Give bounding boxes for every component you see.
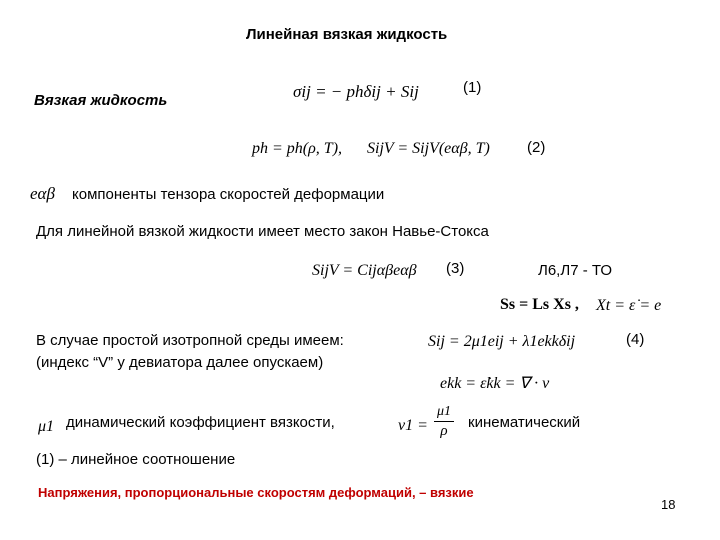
volumetric-strain-rate: ekk = ε̇kk = ∇ · v — [440, 375, 550, 392]
equation-2-deviator: SijV = SijV(eαβ, T) — [367, 140, 490, 157]
strain-rate-symbol: eαβ — [30, 184, 55, 203]
subtitle-viscous-fluid: Вязкая жидкость — [34, 92, 168, 109]
equation-2-number: (2) — [527, 139, 546, 156]
dynamic-viscosity-description: динамический коэффициент вязкости, — [66, 414, 335, 431]
conclusion-text: Напряжения, пропорциональные скоростям деформаций, – вязкие — [38, 485, 474, 500]
equation-3: SijV = Cijαβeαβ — [312, 262, 417, 279]
isotropic-text-line2: (индекс “V” у девиатора далее опускаем) — [36, 354, 324, 371]
slide-title: Линейная вязкая жидкость — [246, 26, 448, 43]
dynamic-viscosity-symbol: μ1 — [38, 418, 55, 435]
equation-3-reference: Л6,Л7 - ТО — [538, 262, 613, 279]
thermodynamic-force: Xt = ε̇ = e — [596, 297, 662, 314]
equation-3-number: (3) — [446, 260, 465, 277]
fraction-denominator: ρ — [440, 423, 448, 439]
page-number: 18 — [661, 497, 676, 512]
kinematic-viscosity-description: кинематический — [468, 414, 581, 431]
kinematic-viscosity-fraction — [432, 404, 456, 439]
equation-4: Sij = 2μ1eij + λ1ekkδij — [428, 333, 576, 350]
isotropic-text-line1: В случае простой изотропной среды имеем: — [36, 332, 344, 349]
equation-1: σij = − phδij + Sij — [293, 82, 419, 101]
navier-stokes-text: Для линейной вязкой жидкости имеет место закон Навье-Стокса — [36, 223, 489, 240]
fraction-bar — [434, 421, 454, 422]
equation-1-number: (1) — [463, 79, 482, 96]
equation-4-number: (4) — [626, 331, 645, 348]
fraction-numerator: μ1 — [436, 404, 452, 419]
kinematic-viscosity-lhs: ν1 = — [398, 417, 428, 434]
equation-2-pressure: ph = ph(ρ, T), — [252, 140, 343, 157]
onsager-relation: Ss = Ls Xs , — [500, 296, 579, 313]
strain-rate-description: компоненты тензора скоростей деформации — [72, 186, 385, 203]
linear-relation-note: (1) – линейное соотношение — [36, 451, 236, 468]
